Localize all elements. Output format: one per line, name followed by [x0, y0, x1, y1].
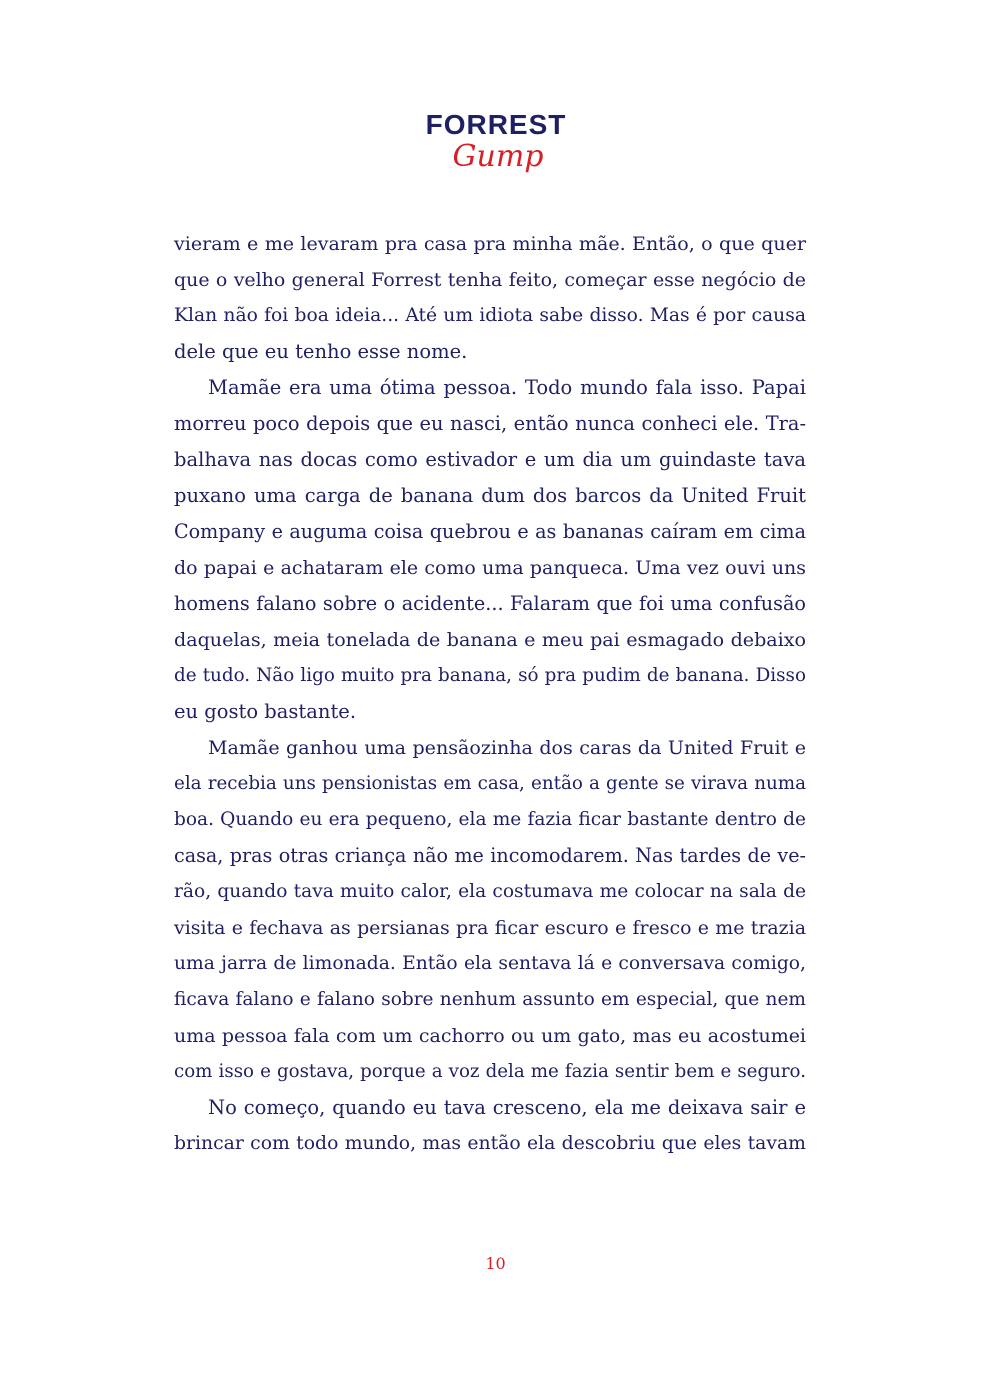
text-line: visita e fechava as persianas pra ficar escuro e fresco e me trazia — [174, 917, 806, 939]
paragraph — [174, 370, 806, 730]
text-line: boa. Quando eu era pequeno, ela me fazia ficar bastante dentro de — [174, 809, 806, 830]
logo-forrest: FORREST — [425, 109, 566, 140]
text-line: puxano uma carga de banana dum dos barcos da United Fruit — [174, 484, 806, 507]
text-line: Company e auguma coisa quebrou e as bananas caíram em cima — [174, 520, 806, 543]
text-line: balhava nas docas como estivador e um dia um guindaste tava — [174, 448, 806, 471]
text-line: morreu poco depois que eu nasci, então nunca conheci ele. Tra- — [174, 412, 806, 435]
text-line: rão, quando tava muito calor, ela costumava me colocar na sala de — [174, 881, 806, 902]
logo-gump: Gump — [452, 139, 543, 174]
text-line: Mamãe era uma ótima pessoa. Todo mundo fala isso. Papai — [208, 376, 806, 399]
text-line: Klan não foi boa ideia... Até um idiota sabe disso. Mas é por causa — [174, 305, 806, 326]
text-line: dele que eu tenho esse nome. — [174, 340, 468, 363]
text-line: Mamãe ganhou uma pensãozinha dos caras da United Fruit e — [208, 737, 806, 759]
text-line: uma pessoa fala com um cachorro ou um gato, mas eu acostumei — [174, 1025, 806, 1047]
forrest-gump-logo — [416, 108, 576, 188]
book-logo — [0, 108, 991, 188]
page-body — [174, 226, 806, 1162]
text-line: que o velho general Forrest tenha feito, começar esse negócio de — [174, 269, 806, 291]
text-line: casa, pras otras criança não me incomodarem. Nas tardes de ve- — [174, 844, 806, 867]
text-line: daquelas, meia tonelada de banana e meu pai esmagado debaixo — [174, 628, 806, 651]
paragraph — [174, 226, 806, 370]
text-line: ela recebia uns pensionistas em casa, então a gente se virava numa — [174, 773, 806, 794]
text-line: brincar com todo mundo, mas então ela descobriu que eles tavam — [174, 1133, 806, 1154]
text-line: homens falano sobre o acidente... Falaram que foi uma confusão — [174, 592, 806, 615]
page-number: 10 — [485, 1254, 506, 1273]
text-line: No começo, quando eu tava cresceno, ela me deixava sair e — [208, 1096, 806, 1119]
text-line: vieram e me levaram pra casa pra minha mãe. Então, o que quer — [174, 233, 806, 255]
text-line: de tudo. Não ligo muito pra banana, só pra pudim de banana. Disso — [174, 665, 806, 686]
text-line: eu gosto bastante. — [174, 700, 357, 723]
text-line: com isso e gostava, porque a voz dela me fazia sentir bem e seguro. — [174, 1061, 806, 1082]
paragraph — [174, 1090, 806, 1162]
text-line: ficava falano e falano sobre nenhum assunto em especial, que nem — [174, 989, 806, 1010]
paragraph — [174, 730, 806, 1090]
text-line: uma jarra de limonada. Então ela sentava lá e conversava comigo, — [174, 953, 806, 974]
text-line: do papai e achataram ele como uma panqueca. Uma vez ouvi uns — [174, 557, 806, 579]
